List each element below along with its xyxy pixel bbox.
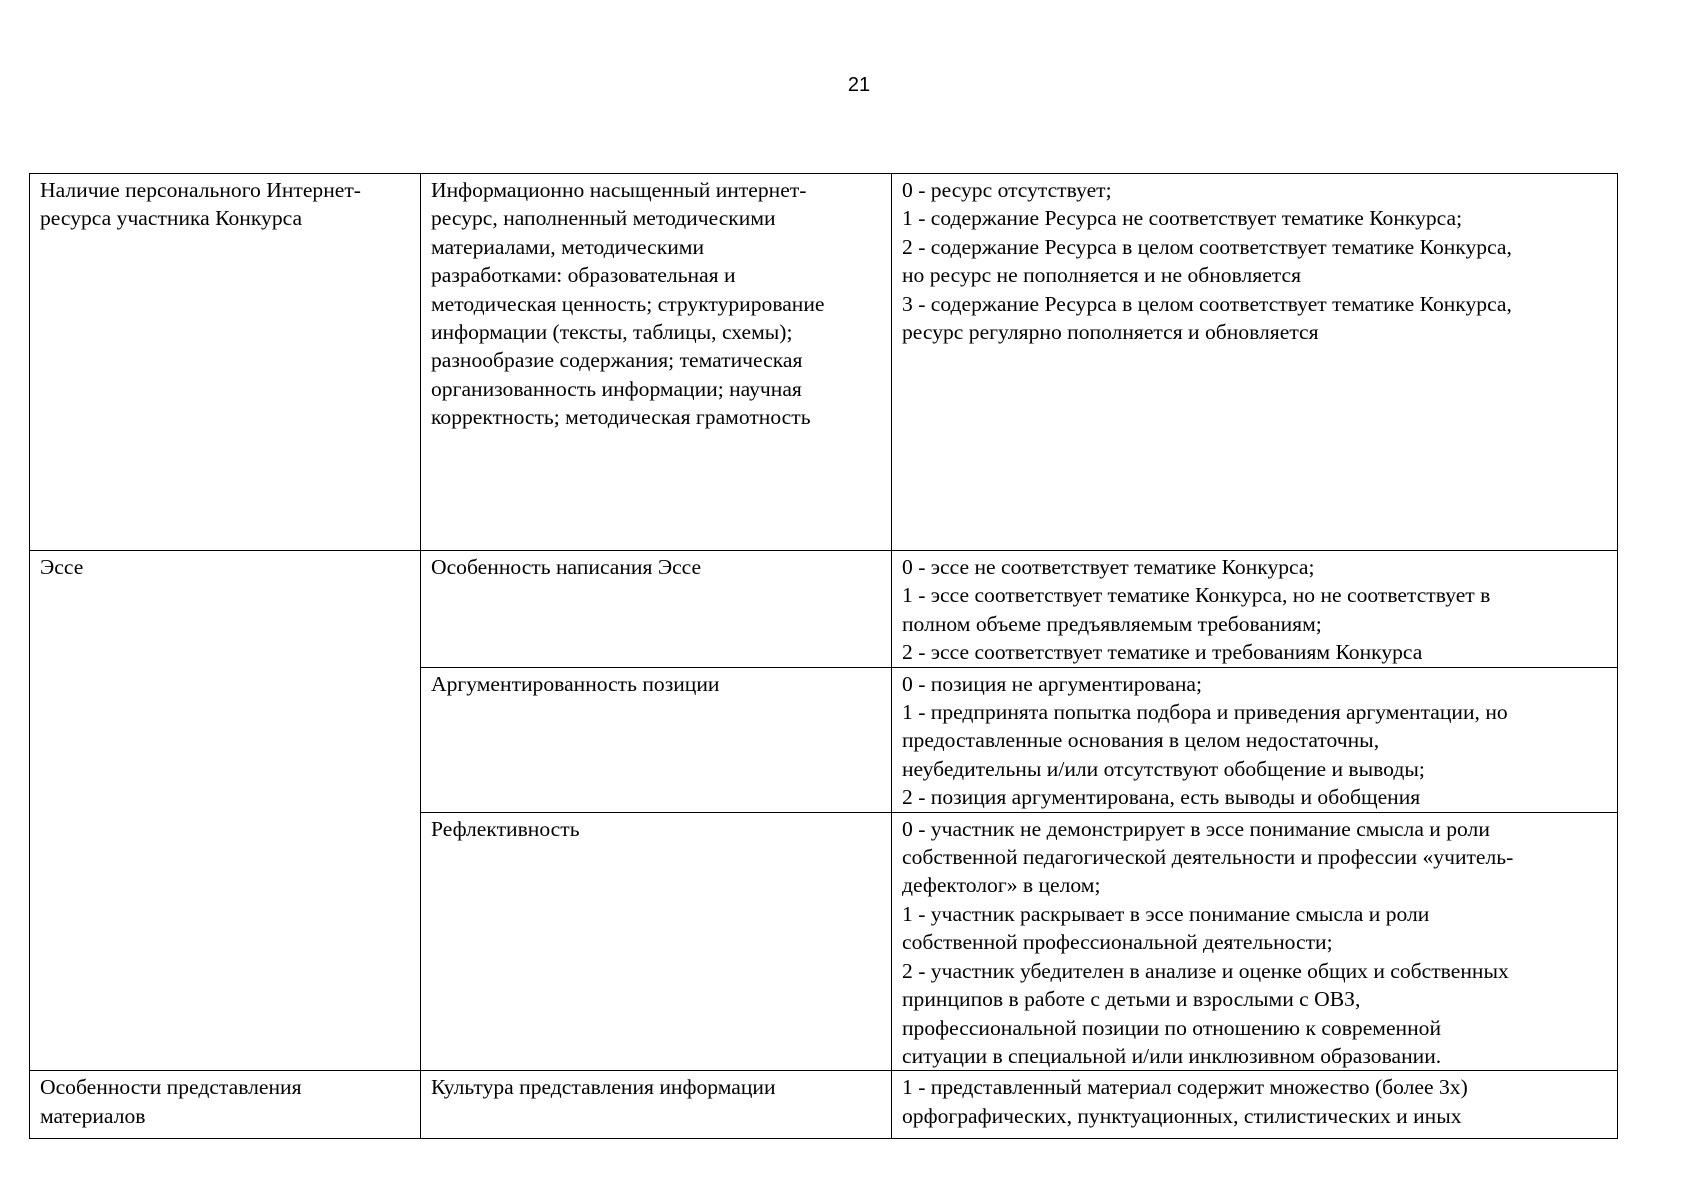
indicator-text-line: Информационно насыщенный интернет- (431, 178, 807, 202)
scale-text-line: 2 - эссе соответствует тематике и требованиям Конкурса (902, 640, 1423, 665)
table-row (30, 174, 1618, 551)
scale-cell (892, 174, 1618, 551)
scale-text-line: 0 - участник не демонстрирует в эссе понимание смысла и роли (902, 816, 1490, 841)
indicator-text-line: Рефлективность (431, 816, 580, 841)
indicator-text-line: материалами, методическими (431, 234, 705, 259)
indicator-cell (421, 551, 892, 668)
table-row (30, 551, 1618, 668)
indicator-text-line: информации (тексты, таблицы, схемы); (431, 320, 793, 345)
criterion-text-line: материалов (40, 1103, 146, 1128)
scale-text-line: 2 - участник убедителен в анализе и оценке общих и собственных (902, 958, 1509, 983)
criterion-text-line: ресурса участника Конкурса (40, 206, 303, 231)
scale-text-line: принципов в работе с детьми и взрослыми с ОВЗ, (902, 987, 1361, 1012)
scale-text-line: 1 - содержание Ресурса не соответствует тематике Конкурса; (902, 206, 1463, 231)
scale-text-line: 3 - содержание Ресурса в целом соответствует тематике Конкурса, (902, 291, 1512, 316)
scale-text-line: орфографических, пунктуационных, стилистических и иных (902, 1103, 1462, 1128)
page-number: 21 (847, 74, 871, 96)
scale-text-line: ресурс регулярно пополняется и обновляется (902, 320, 1319, 345)
indicator-text-line: ресурс, наполненный методическими (431, 206, 776, 231)
criterion-cell (30, 1071, 421, 1139)
scale-text-line: 0 - эссе не соответствует тематике Конкурса; (902, 555, 1315, 579)
scale-text-line: 0 - позиция не аргументирована; (902, 671, 1202, 696)
indicator-text-line: Культура представления информации (431, 1075, 776, 1100)
indicator-text-line: разнообразие содержания; тематическая (431, 348, 803, 373)
scale-text-line: 2 - позиция аргументирована, есть выводы и обобщения (902, 785, 1421, 810)
criteria-table (29, 173, 1618, 1139)
scale-text-line: 1 - представленный материал содержит множество (более 3х) (902, 1075, 1468, 1100)
indicator-text-line: разработками: образовательная и (431, 263, 736, 288)
scale-text-line: 1 - эссе соответствует тематике Конкурса, но не соответствует в (902, 583, 1491, 608)
scale-cell (892, 1071, 1618, 1139)
scale-text-line: собственной педагогической деятельности и профессии «учитель- (902, 845, 1514, 870)
scale-cell (892, 667, 1618, 812)
scale-cell (892, 551, 1618, 668)
scale-text-line: 2 - содержание Ресурса в целом соответствует тематике Конкурса, (902, 234, 1512, 259)
indicator-text-line: корректность; методическая грамотность (431, 405, 811, 430)
indicator-cell (421, 812, 892, 1071)
table-row (30, 1071, 1618, 1139)
indicator-cell (421, 174, 892, 551)
scale-text-line: 1 - участник раскрывает в эссе понимание смысла и роли (902, 901, 1430, 926)
scale-text-line: профессиональной позиции по отношению к современной (902, 1015, 1442, 1040)
indicator-cell (421, 667, 892, 812)
criterion-text-line: Наличие персонального Интернет- (40, 178, 361, 202)
indicator-text-line: методическая ценность; структурирование (431, 291, 825, 316)
scale-text-line: собственной профессиональной деятельности; (902, 930, 1333, 955)
scale-text-line: полном объеме предъявляемым требованиям; (902, 611, 1322, 636)
indicator-text-line: Аргументированность позиции (431, 671, 720, 696)
scale-cell (892, 812, 1618, 1071)
scale-text-line: но ресурс не пополняется и не обновляется (902, 263, 1302, 288)
scale-text-line: предоставленные основания в целом недостаточны, (902, 728, 1380, 753)
indicator-text-line: организованность информации; научная (431, 376, 802, 401)
scale-text-line: неубедительны и/или отсутствуют обобщение и выводы; (902, 756, 1425, 781)
criterion-cell (30, 551, 421, 1071)
scale-text-line: дефектолог» в целом; (902, 873, 1101, 898)
indicator-text-line: Особенность написания Эссе (431, 555, 702, 579)
scale-text-line: 0 - ресурс отсутствует; (902, 178, 1112, 202)
indicator-cell (421, 1071, 892, 1139)
criterion-cell (30, 174, 421, 551)
scale-text-line: 1 - предпринята попытка подбора и приведения аргументации, но (902, 700, 1508, 725)
criterion-text-line: Эссе (40, 555, 84, 579)
criterion-text-line: Особенности представления (40, 1075, 302, 1100)
scale-text-line: ситуации в специальной и/или инклюзивном образовании. (902, 1043, 1442, 1068)
